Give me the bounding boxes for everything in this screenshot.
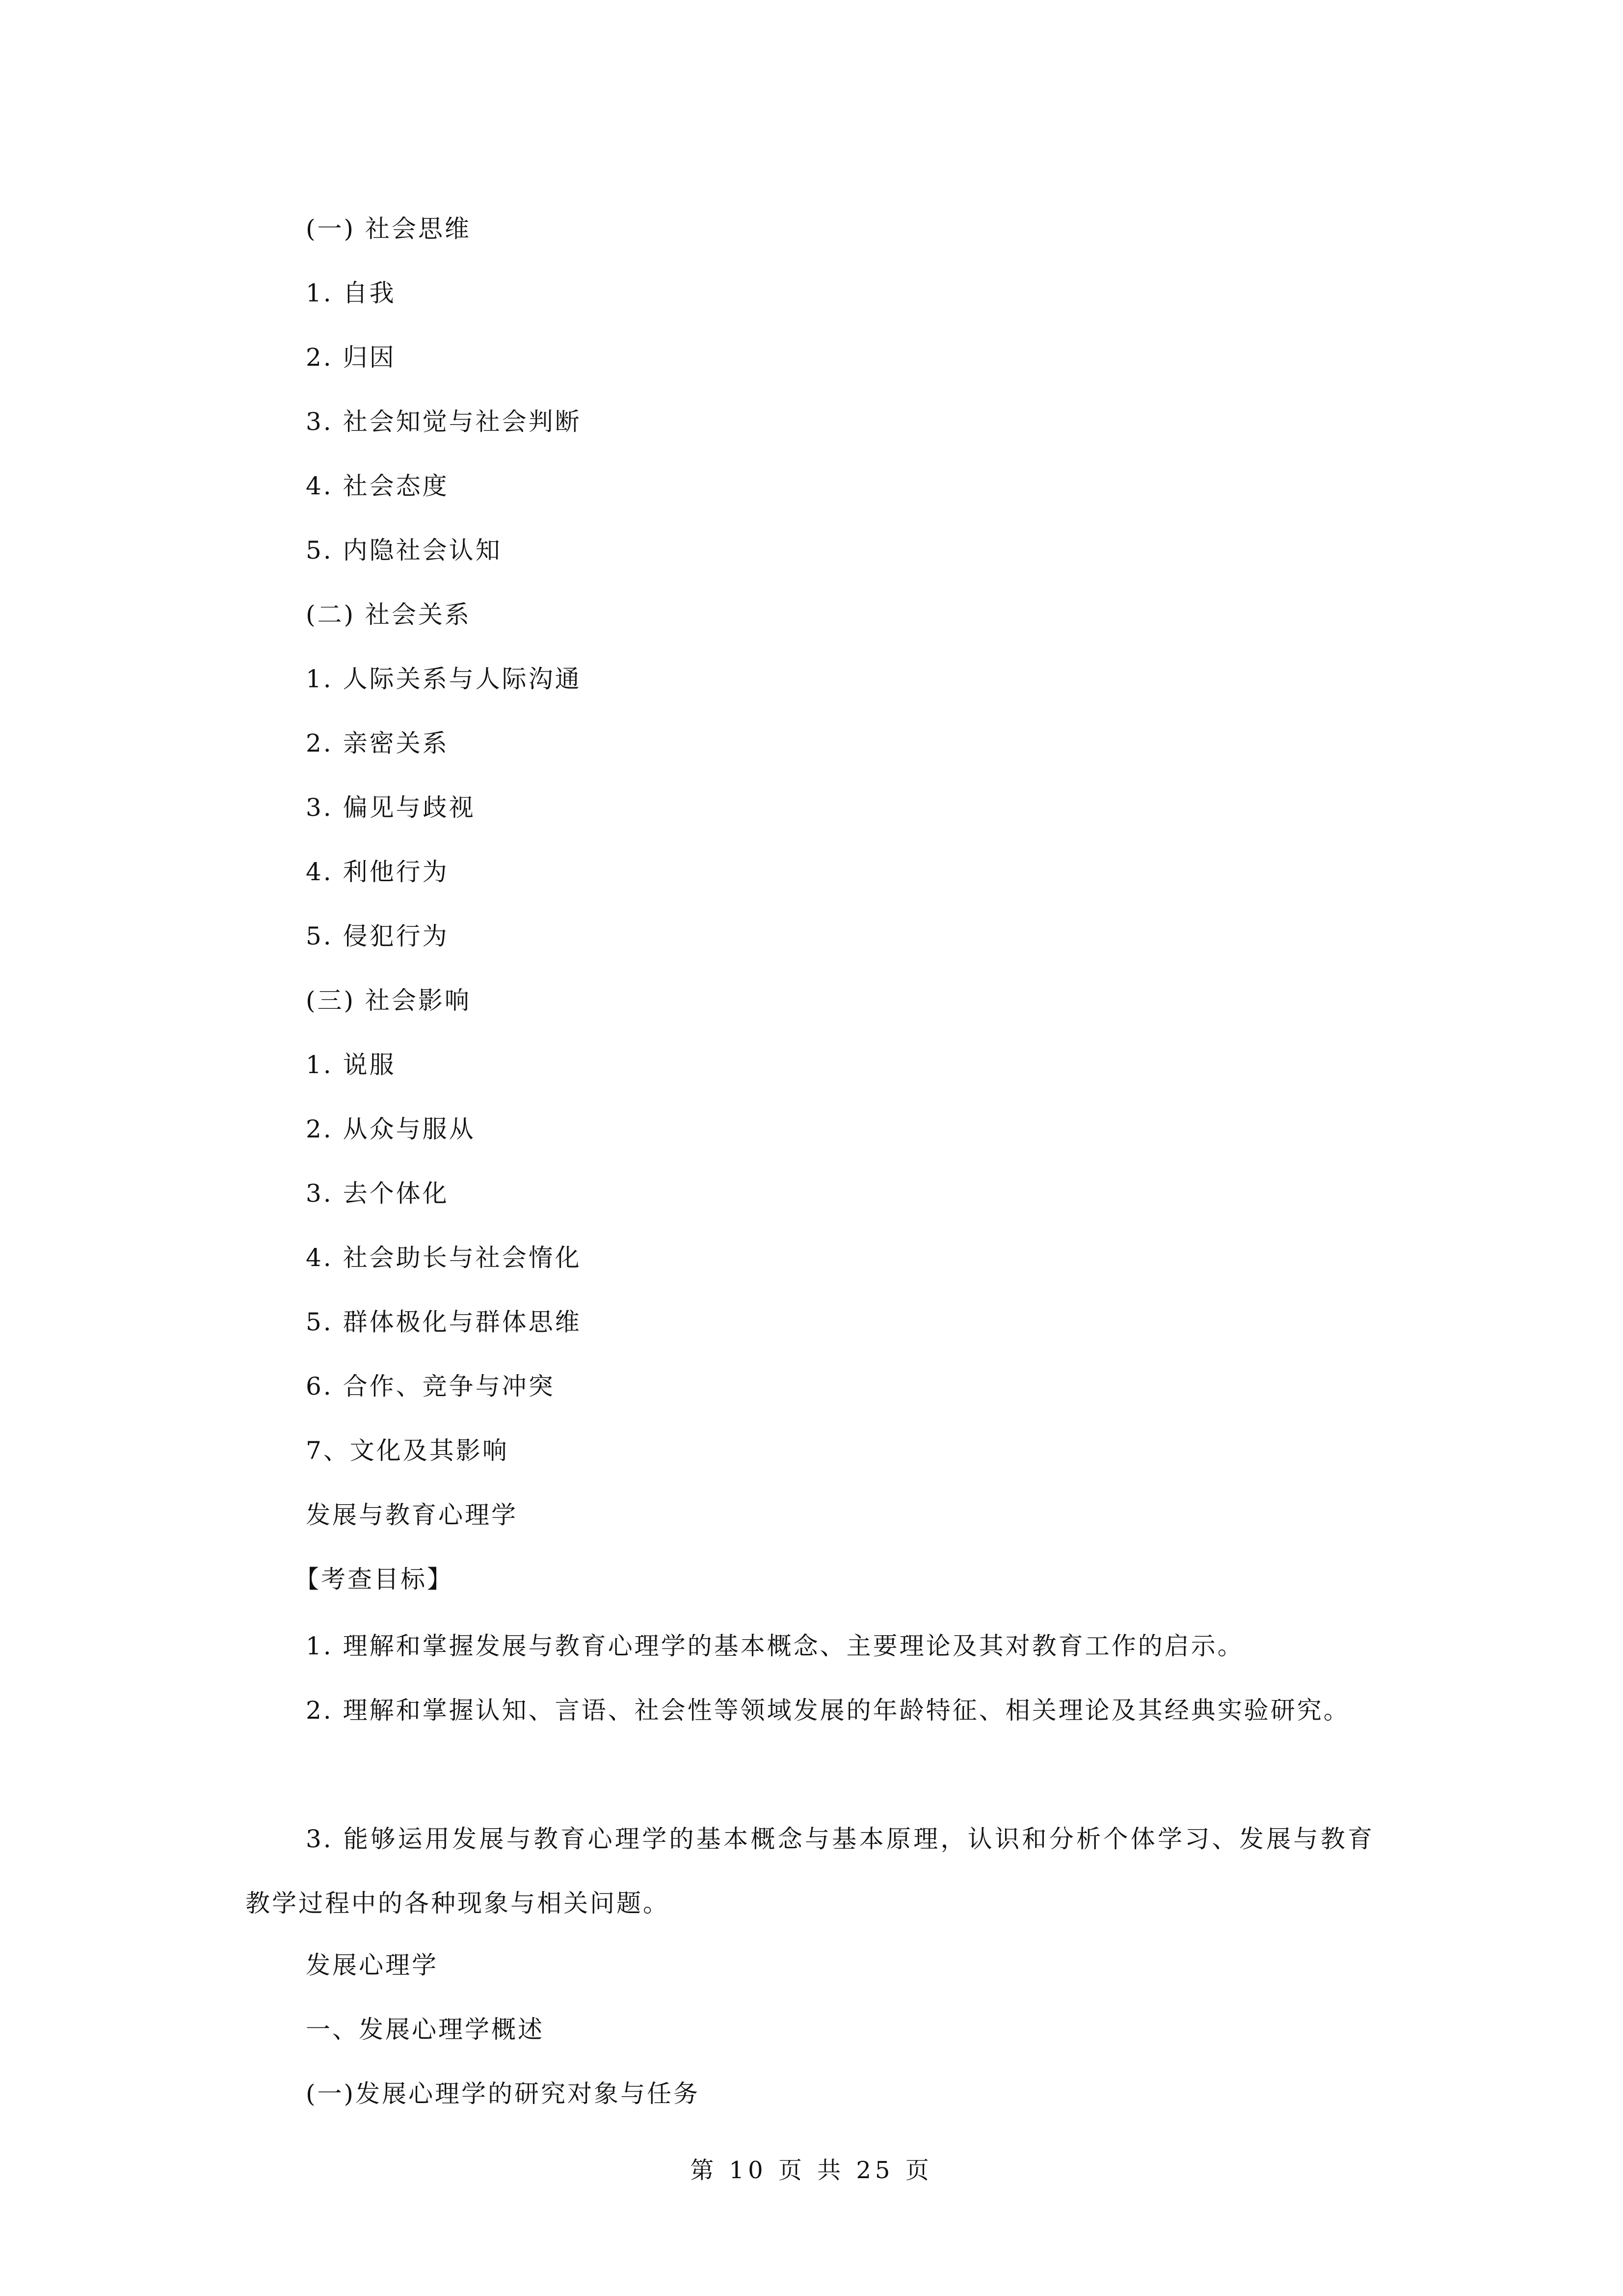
- subject-title: 发展与教育心理学: [306, 1501, 518, 1529]
- list-item: 4. 社会态度: [306, 472, 449, 500]
- list-item: 1. 说服: [306, 1051, 396, 1079]
- section-heading-social-relations: (二) 社会关系: [306, 600, 471, 629]
- list-item: 4. 社会助长与社会惰化: [306, 1243, 582, 1272]
- list-item: 2. 归因: [306, 343, 396, 372]
- section-heading-social-thinking: (一) 社会思维: [306, 215, 471, 243]
- list-item: 5. 侵犯行为: [306, 922, 449, 950]
- section-title-developmental-psychology: 发展心理学: [306, 1951, 438, 1979]
- list-item: 4. 利他行为: [306, 858, 449, 886]
- objective-paragraph-3: 3. 能够运用发展与教育心理学的基本概念与基本原理，认识和分析个体学习、发展与教育教学过程中的各种现象与相关问题。: [245, 1825, 1374, 1918]
- chapter-heading: 一、发展心理学概述: [306, 2015, 544, 2044]
- page-number-footer: 第 10 页 共 25 页: [690, 2157, 933, 2184]
- section-heading-social-influence: (三) 社会影响: [306, 986, 471, 1015]
- list-item: 3. 社会知觉与社会判断: [306, 407, 582, 436]
- list-item: 7、文化及其影响: [306, 1436, 509, 1465]
- list-item: 1. 人际关系与人际沟通: [306, 665, 582, 693]
- list-item: 3. 去个体化: [306, 1179, 449, 1208]
- list-item: 1. 自我: [306, 279, 396, 307]
- list-item: 3. 偏见与歧视: [306, 793, 476, 822]
- subsection-heading: (一)发展心理学的研究对象与任务: [306, 2080, 700, 2108]
- list-item: 6. 合作、竞争与冲突: [306, 1372, 555, 1401]
- objective-paragraph-2: 2. 理解和掌握认知、言语、社会性等领域发展的年龄特征、相关理论及其经典实验研究。: [306, 1696, 1350, 1725]
- list-item: 5. 群体极化与群体思维: [306, 1308, 582, 1336]
- objective-paragraph-1: 1. 理解和掌握发展与教育心理学的基本概念、主要理论及其对教育工作的启示。: [306, 1632, 1244, 1660]
- list-item: 2. 从众与服从: [306, 1115, 476, 1143]
- list-item: 2. 亲密关系: [306, 729, 449, 757]
- objectives-heading: 【考查目标】: [294, 1565, 453, 1594]
- list-item: 5. 内隐社会认知: [306, 536, 502, 565]
